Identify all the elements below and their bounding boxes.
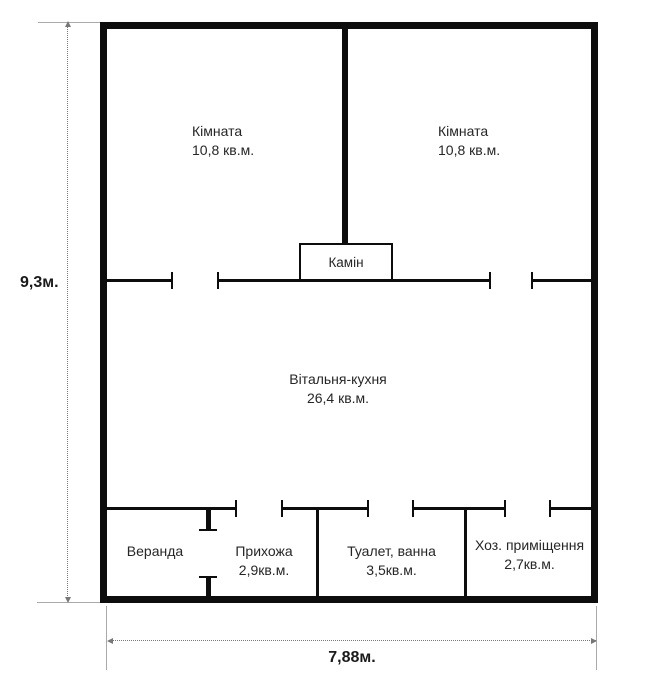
- door-jamb-tick: [504, 500, 506, 517]
- door-jamb-tick: [199, 529, 217, 531]
- dimension-arrow-right-icon: [591, 638, 597, 644]
- wall-lower-segment-3: [413, 507, 505, 510]
- room-area: 26,4 кв.м.: [306, 390, 370, 406]
- dimension-arrow-up-icon: [65, 21, 71, 27]
- fireplace-label: Камін: [328, 254, 364, 270]
- room-area: 2,9кв.м.: [238, 562, 290, 578]
- door-jamb-tick: [489, 272, 491, 289]
- room-name: Веранда: [126, 543, 184, 559]
- wall-veranda-stub-bottom: [206, 578, 211, 596]
- dimension-arrow-left-icon: [107, 638, 113, 644]
- wall-lower-segment-2: [282, 507, 368, 510]
- extension-line-top-left: [38, 22, 107, 23]
- room-label-hallway: [212, 542, 316, 580]
- door-jamb-tick: [217, 272, 219, 289]
- room-label-bedroom-left: [192, 122, 254, 160]
- height-dimension-label: 9,3м.: [20, 274, 59, 291]
- door-jamb-tick: [549, 500, 551, 517]
- door-jamb-tick: [412, 500, 414, 517]
- room-name: Вітальня-кухня: [289, 371, 387, 387]
- door-jamb-tick: [171, 272, 173, 289]
- wall-lower-segment-4: [550, 507, 591, 510]
- door-jamb-tick: [235, 500, 237, 517]
- room-label-bathroom: [319, 542, 464, 580]
- room-area: 3,5кв.м.: [366, 562, 417, 578]
- door-jamb-tick: [531, 272, 533, 289]
- wall-bedroom-divider: [342, 29, 348, 244]
- fireplace: [299, 243, 393, 281]
- wall-veranda-stub-top: [206, 507, 211, 531]
- door-jamb-tick: [367, 500, 369, 517]
- room-area: 10,8 кв.м.: [438, 142, 501, 158]
- room-name: Кімната: [438, 123, 489, 139]
- room-name: Прихожа: [235, 543, 293, 559]
- width-dimension-label: 7,88м.: [328, 649, 376, 666]
- dimension-arrow-down-icon: [65, 597, 71, 603]
- width-dimension-line: [109, 640, 596, 641]
- extension-line-bottom-left: [37, 602, 107, 603]
- room-area: 10,8 кв.м.: [192, 142, 255, 158]
- room-label-veranda: [105, 542, 205, 561]
- room-label-utility: [467, 536, 592, 574]
- door-jamb-tick: [281, 500, 283, 517]
- room-label-living-kitchen: [238, 370, 438, 408]
- building-outline: [100, 22, 598, 603]
- wall-mid-segment-3: [533, 279, 591, 282]
- room-label-bedroom-right: [438, 122, 500, 160]
- height-dimension-line: [67, 24, 68, 600]
- wall-lower-segment-1: [107, 507, 236, 510]
- wall-mid-segment-1: [107, 279, 173, 282]
- room-area: 2,7кв.м.: [504, 556, 555, 572]
- room-name: Туалет, ванна: [347, 543, 436, 559]
- room-name: Хоз. приміщення: [474, 537, 585, 553]
- room-name: Кімната: [192, 123, 243, 139]
